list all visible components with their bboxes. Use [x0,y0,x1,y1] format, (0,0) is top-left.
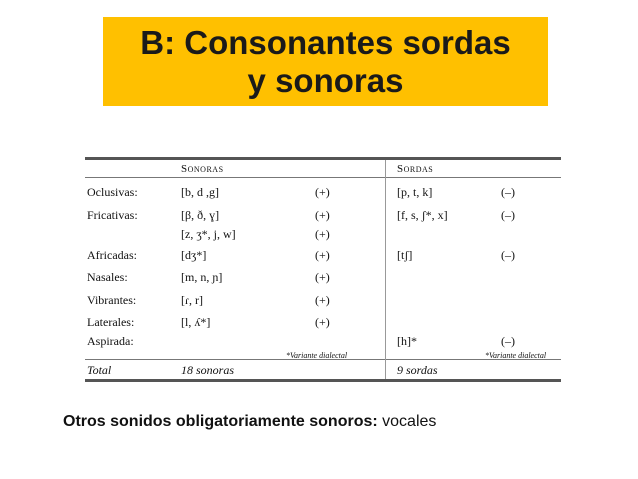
row-label: Africadas: [87,248,137,262]
sonoras-sign: (+) [315,185,330,199]
sonoras-cell: [m, n, ɲ] [181,270,223,284]
total-sordas: 9 sordas [397,363,438,377]
sonoras-sign: (+) [315,315,330,329]
sordas-sign: (–) [501,208,515,222]
sonoras-cell: [l, ʎ*] [181,315,211,329]
row-label: Nasales: [87,270,128,284]
sonoras-sign: (+) [315,248,330,262]
table-bottom-rule [85,379,561,382]
slide-title [103,17,548,106]
slide-title-line-1: B: Consonantes sordas [140,24,511,61]
sordas-sign: (–) [501,248,515,262]
sonoras-sign: (+) [315,270,330,284]
sordas-cell: [tʃ] [397,248,413,262]
sordas-cell: [h]* [397,334,417,348]
sordas-sign: (–) [501,185,515,199]
table-column-separator [385,160,386,379]
sonoras-sign: (+) [315,227,330,241]
sonoras-note: *Variante dialectal [286,351,348,360]
header-sordas: Sordas [397,163,434,175]
row-label: Aspirada: [87,334,134,348]
footer-bold-text: Otros sonidos obligatoriamente sonoros: [63,413,378,430]
sonoras-cell: [ɾ, r] [181,293,203,307]
table-top-rule [85,157,561,160]
row-label: Fricativas: [87,208,138,222]
sordas-cell: [p, t, k] [397,185,433,199]
slide-title-line-2: y sonoras [247,62,404,99]
footer-text [63,413,436,431]
table-header-rule [85,177,561,178]
sonoras-cell: [β, ð, ɣ] [181,208,220,222]
footer-rest-text: vocales [382,413,437,430]
sonoras-cell: [z, ʒ*, j, w] [181,227,236,241]
sonoras-sign: (+) [315,293,330,307]
row-label: Oclusivas: [87,185,138,199]
header-sonoras: Sonoras [181,163,224,175]
consonant-table [81,153,565,385]
total-label: Total [87,363,112,377]
sordas-cell: [f, s, ʃ*, x] [397,208,448,222]
sordas-sign: (–) [501,334,515,348]
sonoras-cell: [dʒ*] [181,248,207,262]
sordas-note: *Variante dialectal [485,351,547,360]
sonoras-sign: (+) [315,208,330,222]
row-label: Laterales: [87,315,135,329]
row-label: Vibrantes: [87,293,137,307]
total-sonoras: 18 sonoras [181,363,235,377]
sonoras-cell: [b, d ,g] [181,185,219,199]
